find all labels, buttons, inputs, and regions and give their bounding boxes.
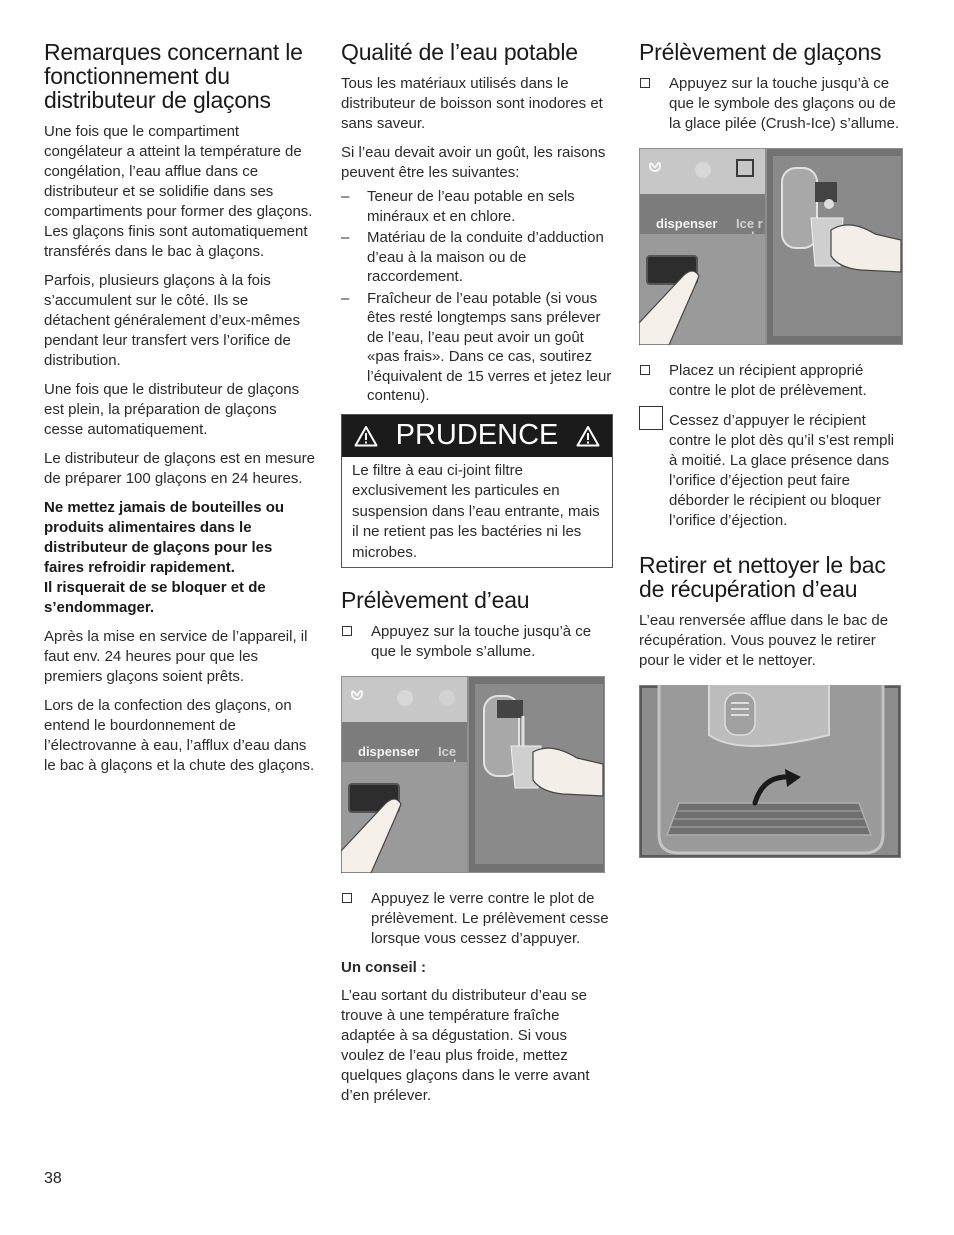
paragraph: L’eau renversée afflue dans le bac de récupération. Vous pouvez le retirer pour le vider et le nettoyer.: [639, 612, 889, 669]
list-item: [341, 289, 613, 406]
dash-marker: –: [341, 188, 350, 205]
step-text: Appuyez le verre contre le plot de prélèvement. Le prélèvement cesse lorsque vous cessez d’appuyer.: [371, 890, 609, 947]
ice-dispenser-photo: [639, 148, 903, 345]
ice-label: Ice: [438, 744, 457, 759]
paragraph: Après la mise en service de l’appareil, il faut env. 24 heures pour que les premiers glaçons soient prêts.: [44, 628, 308, 685]
tip-label: Un conseil :: [341, 959, 427, 976]
checkbox-icon: [640, 365, 650, 375]
paragraph: Parfois, plusieurs glaçons à la fois s’accumulent sur le côté. Ils se détachent généralement d’eux-mêmes pendant leur transfert vers l’orifice de distribution.: [44, 272, 300, 369]
dispenser-label: dispenser: [358, 744, 420, 759]
page-number: 38: [44, 1170, 62, 1187]
dispenser-label: dispenser: [656, 216, 718, 231]
step-text: Appuyez sur la touche jusqu’à ce que le symbole s’allume.: [371, 623, 592, 660]
column-ice: [639, 40, 904, 874]
list-item: [341, 228, 613, 287]
checkbox-icon: [342, 893, 352, 903]
paragraph: Une fois que le distributeur de glaçons est plein, la préparation de glaçons cesse automatiquement.: [44, 381, 300, 438]
step-item: [341, 622, 613, 662]
dash-marker: –: [341, 229, 350, 246]
list-item: [341, 187, 613, 226]
step-text: Appuyez sur la touche jusqu’à ce que le symbole des glaçons ou de la glace pilée (Crush-Ice) s’allume.: [669, 75, 900, 132]
step-text: Cessez d’appuyer le récipient contre le plot dès qu’il s’est rempli à moitié. La glace présence dans l’orifice d’éjection peut faire déborder le récipient ou bloquer l’orifice d’éjection.: [669, 412, 895, 529]
paragraph: Lors de la confection des glaçons, on entend le bourdonnement de l’électrovanne à eau, l’afflux d’eau dans le bac à glaçons et la chute des glaçons.: [44, 697, 315, 774]
ice-label: Ice r: [736, 216, 763, 231]
paragraph: Une fois que le compartiment congélateur a atteint la température de congélation, l’eau afflue dans ce distributeur et se solidifie dans ses compartiments pour former des glaçons. Les glaçons finis sont automatiquement transférés dans le bac à glaçons.: [44, 123, 313, 260]
step-item: [639, 74, 904, 134]
warning-line: Ne mettez jamais de bouteilles ou produits alimentaires dans le distributeur de glaçons pour les faires refroidir rapidement.: [44, 499, 285, 576]
warning-triangle-icon: [354, 425, 378, 447]
heading-drip-tray: Retirer et nettoyer le bac de récupération d’eau: [639, 552, 886, 602]
list-item-text: Fraîcheur de l’eau potable (si vous êtes resté longtemps sans prélever de l’eau, l’eau peut avoir un goût «pas frais». Dans ce cas, soutirez l’équivalent de 15 verres et jetez leur contenu).: [367, 289, 612, 404]
step-item: [639, 361, 904, 401]
list-item-text: Teneur de l’eau potable en sels minéraux et en chlore.: [367, 188, 575, 225]
tip-text: L’eau sortant du distributeur d’eau se trouve à une température fraîche adaptée à sa dégustation. Si vous voulez de l’eau plus froide, mettez quelques glaçons dans le verre avant d’en prélever.: [341, 987, 590, 1104]
step-item: [639, 411, 904, 531]
column-ice-maker-notes: [44, 40, 316, 785]
list-item-text: Matériau de la conduite d’adduction d’eau à la maison ou de raccordement.: [367, 229, 604, 285]
heading-water-dispensing: Prélèvement d’eau: [341, 587, 530, 613]
step-text: Placez un récipient approprié contre le plot de prélèvement.: [669, 362, 867, 399]
drip-tray-photo: [639, 685, 901, 858]
warning-triangle-icon: [576, 425, 600, 447]
paragraph: Tous les matériaux utilisés dans le distributeur de boisson sont inodores et sans saveur.: [341, 75, 603, 132]
paragraph: Le distributeur de glaçons est en mesure de préparer 100 glaçons en 24 heures.: [44, 450, 315, 487]
water-dispenser-photo: [341, 676, 605, 873]
heading-ice-maker-notes: Remarques concernant le fonctionnement du distributeur de glaçons: [44, 39, 303, 113]
reasons-list: [341, 187, 613, 406]
caution-title: PRUDENCE: [395, 419, 559, 451]
checkbox-icon: [639, 406, 663, 430]
checkbox-icon: [342, 626, 352, 636]
heading-water-quality: Qualité de l’eau potable: [341, 39, 578, 65]
caution-box: [341, 414, 613, 569]
step-item: [341, 889, 613, 949]
caution-header: [342, 415, 612, 457]
checkbox-icon: [640, 78, 650, 88]
paragraph: Si l’eau devait avoir un goût, les raisons peuvent être les suivantes:: [341, 144, 606, 181]
column-water: [341, 40, 613, 1115]
caution-text: Le filtre à eau ci-joint filtre exclusivement les particules en suspension dans l’eau entrante, mais il ne retient pas les bactéries ni les microbes.: [352, 461, 600, 561]
dash-marker: –: [341, 289, 350, 307]
warning-line: Il risquerait de se bloquer et de s’endommager.: [44, 579, 266, 616]
heading-ice-dispensing: Prélèvement de glaçons: [639, 39, 882, 65]
warning-note: [44, 498, 316, 618]
